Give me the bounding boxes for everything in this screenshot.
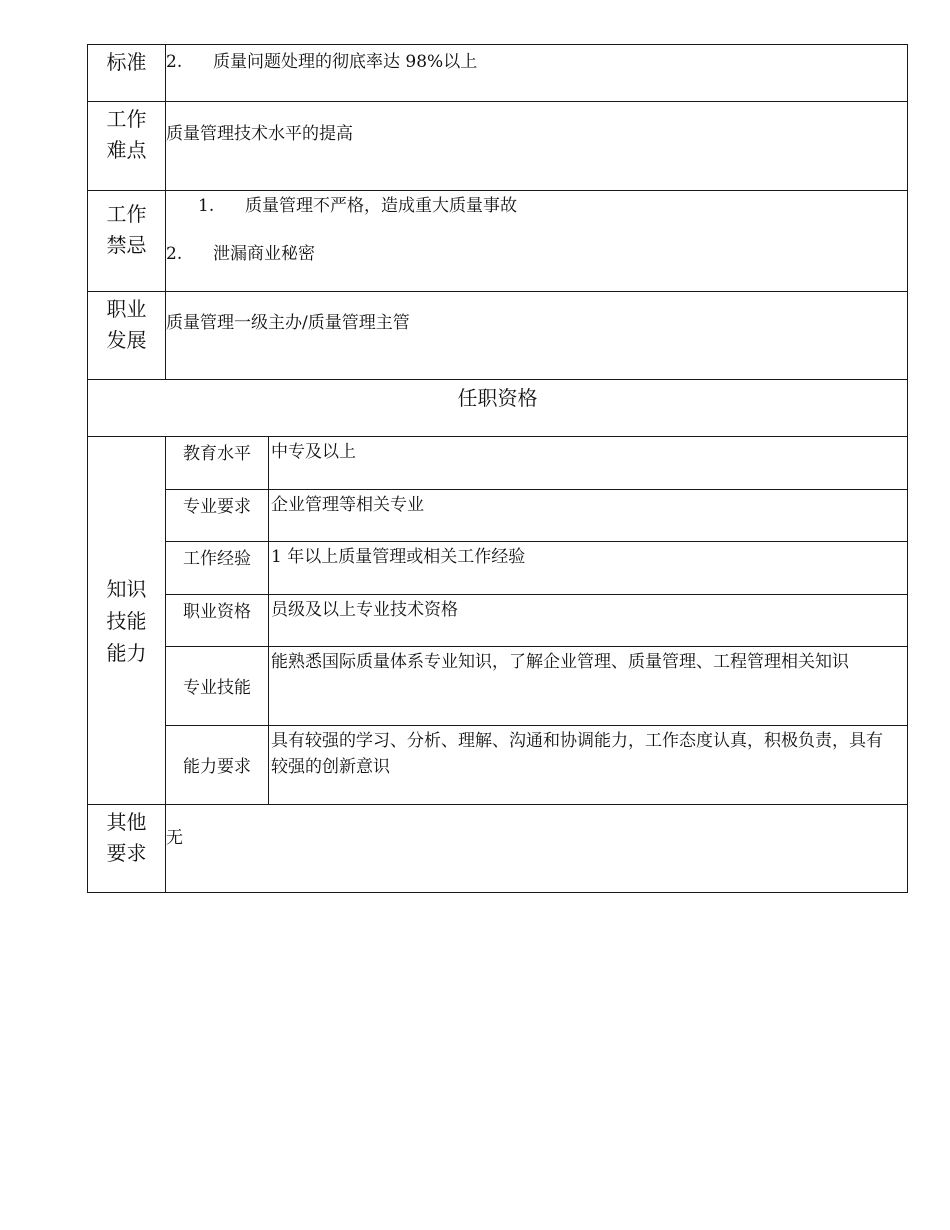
taboo-item-1 xyxy=(166,193,907,219)
standard-item-number: 2. xyxy=(166,52,183,72)
difficulty-label-line2: 难点 xyxy=(106,138,147,162)
other-label-line2: 要求 xyxy=(106,841,147,865)
qualification-label-cell xyxy=(166,437,269,490)
taboo-item-2-text: 泄漏商业秘密 xyxy=(213,244,315,264)
qualification-value-cell xyxy=(269,542,908,595)
qualifications-title: 任职资格 xyxy=(457,386,538,410)
standard-item-text: 质量问题处理的彻底率达 98%以上 xyxy=(213,52,478,72)
standard-content-cell xyxy=(166,45,908,102)
ability-label: 能力要求 xyxy=(183,757,251,777)
career-content-cell xyxy=(166,292,908,380)
qualification-row xyxy=(88,490,908,542)
qualification-row xyxy=(88,437,908,490)
skills-value: 能熟悉国际质量体系专业知识，了解企业管理、质量管理、工程管理相关知识 xyxy=(271,652,849,672)
qualification-row xyxy=(88,542,908,595)
qualification-value-cell xyxy=(269,726,908,805)
skills-label: 专业技能 xyxy=(183,678,251,698)
qualification-row xyxy=(88,726,908,805)
qualification-group-label-line3: 能力 xyxy=(106,640,147,665)
taboo-item-1-text: 质量管理不严格，造成重大质量事故 xyxy=(245,196,517,216)
other-label-line1: 其他 xyxy=(106,810,147,834)
experience-label: 工作经验 xyxy=(183,549,251,569)
taboo-label-cell xyxy=(88,191,166,292)
qualification-label-cell xyxy=(166,647,269,726)
standard-label: 标准 xyxy=(106,50,147,74)
qualification-value-cell xyxy=(269,647,908,726)
experience-value: 1 年以上质量管理或相关工作经验 xyxy=(271,547,526,567)
standard-label-cell xyxy=(88,45,166,102)
education-label: 教育水平 xyxy=(183,444,251,464)
qualification-value-cell xyxy=(269,595,908,647)
difficulty-label-cell xyxy=(88,102,166,191)
major-label: 专业要求 xyxy=(183,497,251,517)
job-description-table xyxy=(87,44,908,893)
standard-row xyxy=(88,45,908,102)
qualification-row xyxy=(88,647,908,726)
career-label-cell xyxy=(88,292,166,380)
major-value: 企业管理等相关专业 xyxy=(271,495,424,515)
difficulty-label-line1: 工作 xyxy=(106,107,147,131)
certification-label: 职业资格 xyxy=(183,602,251,622)
certification-value: 员级及以上专业技术资格 xyxy=(271,600,458,620)
qualification-row xyxy=(88,595,908,647)
taboo-item-1-number: 1. xyxy=(198,196,215,216)
career-label-line1: 职业 xyxy=(106,297,147,321)
career-text: 质量管理一级主办/质量管理主管 xyxy=(166,313,410,333)
qualification-label-cell xyxy=(166,595,269,647)
difficulty-content-cell xyxy=(166,102,908,191)
career-row xyxy=(88,292,908,380)
qualification-group-label-line1: 知识 xyxy=(106,576,147,601)
taboo-label-line2: 禁忌 xyxy=(106,233,147,257)
qualification-group-label-line2: 技能 xyxy=(106,608,147,633)
education-value: 中专及以上 xyxy=(271,442,356,462)
other-content-cell xyxy=(166,805,908,893)
difficulty-text: 质量管理技术水平的提高 xyxy=(166,124,353,144)
taboo-content-cell xyxy=(166,191,908,292)
difficulty-row xyxy=(88,102,908,191)
career-label-line2: 发展 xyxy=(106,328,147,352)
qualification-value-cell xyxy=(269,490,908,542)
qualifications-title-cell xyxy=(88,380,908,437)
other-row xyxy=(88,805,908,893)
other-text: 无 xyxy=(166,828,183,848)
taboo-item-2-number: 2. xyxy=(166,244,183,264)
qualification-label-cell xyxy=(166,542,269,595)
qualification-value-cell xyxy=(269,437,908,490)
qualifications-header-row xyxy=(88,380,908,437)
taboo-row xyxy=(88,191,908,292)
standard-item xyxy=(166,49,907,75)
qualification-group-label-cell xyxy=(88,437,166,805)
taboo-item-2 xyxy=(166,241,907,267)
ability-value: 具有较强的学习、分析、理解、沟通和协调能力，工作态度认真，积极负责，具有较强的创新意识 xyxy=(271,731,883,777)
qualification-label-cell xyxy=(166,726,269,805)
qualification-label-cell xyxy=(166,490,269,542)
other-label-cell xyxy=(88,805,166,893)
taboo-label-line1: 工作 xyxy=(106,202,147,226)
